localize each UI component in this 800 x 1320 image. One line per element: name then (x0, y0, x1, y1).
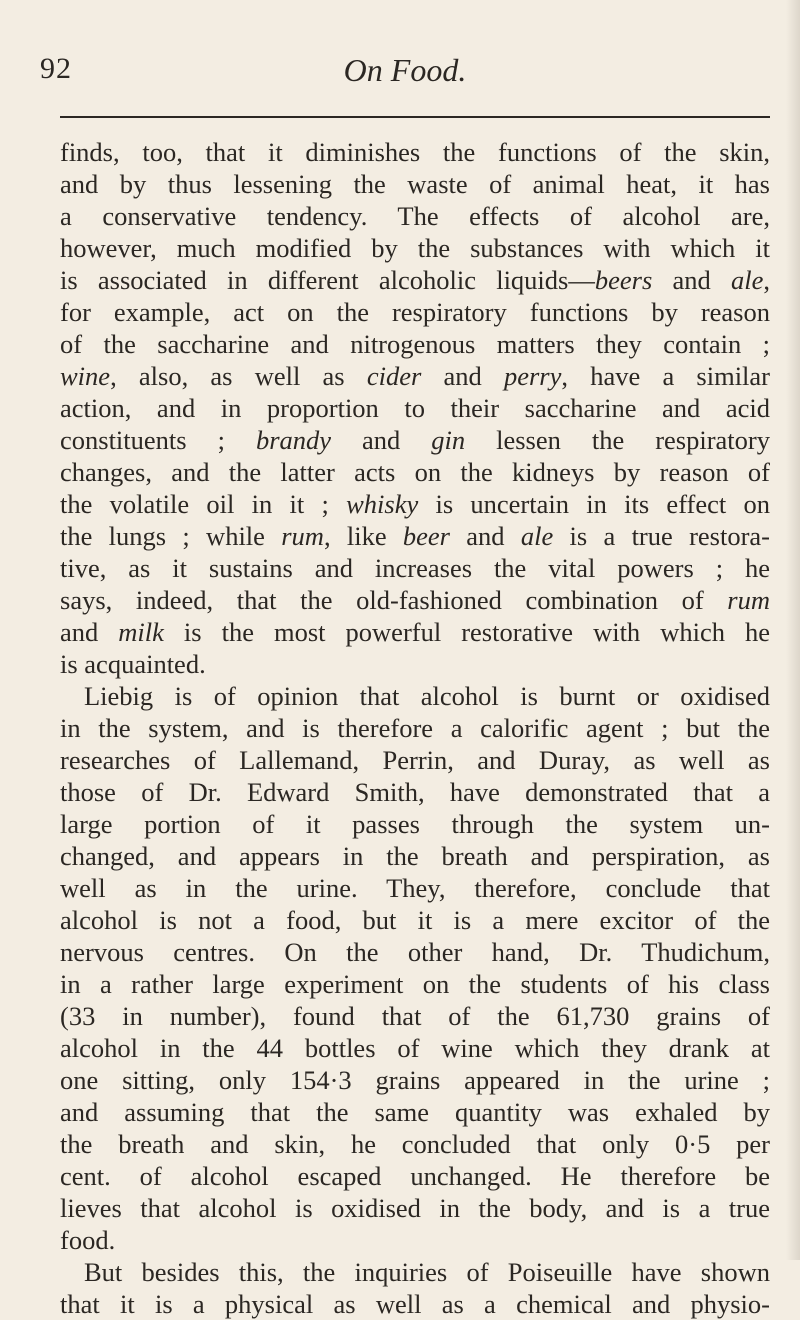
italic-term: gin (431, 425, 466, 455)
text-segment: is associated in different alcoholic liquids— (60, 265, 595, 295)
text-segment: , have a similar (561, 361, 771, 391)
text-line (60, 1032, 770, 1064)
italic-term: milk (118, 617, 164, 647)
italic-term: rum (281, 521, 324, 551)
text-segment: food. (60, 1225, 116, 1255)
italic-term: cider (366, 361, 422, 391)
text-segment: well as in the urine. They, therefore, conclude that (60, 873, 770, 903)
text-line (60, 808, 770, 840)
text-line (60, 1224, 770, 1256)
text-segment: and assuming that the same quantity was exhaled by (60, 1097, 770, 1127)
text-segment: action, and in proportion to their saccharine and acid (60, 393, 770, 423)
text-line (60, 264, 770, 296)
italic-term: whisky (346, 489, 419, 519)
text-segment: alcohol is not a food, but it is a mere excitor of the (60, 905, 770, 935)
italic-term: wine (60, 361, 111, 391)
text-segment: the lungs ; while (60, 521, 282, 551)
text-line (60, 776, 770, 808)
text-segment: is the most powerful restorative with which he (163, 617, 770, 647)
text-line (60, 456, 770, 488)
text-segment: changed, and appears in the breath and perspiration, as (60, 841, 770, 871)
text-segment: for example, act on the respiratory functions by reason (60, 297, 770, 327)
text-segment: changes, and the latter acts on the kidneys by reason of (60, 457, 770, 487)
italic-term: brandy (255, 425, 332, 455)
text-segment: alcohol in the 44 bottles of wine which they drank at (60, 1033, 770, 1063)
text-line (60, 840, 770, 872)
text-line (60, 936, 770, 968)
running-title: On Food. (343, 52, 467, 88)
text-line (60, 200, 770, 232)
text-segment: is a true restora- (553, 521, 770, 551)
text-line (60, 520, 770, 552)
text-line (60, 968, 770, 1000)
text-line (60, 424, 770, 456)
text-line (60, 712, 770, 744)
text-segment: and (652, 265, 731, 295)
text-segment: , also, as well as (110, 361, 367, 391)
text-segment: those of Dr. Edward Smith, have demonstrated that a (60, 777, 770, 807)
text-segment: constituents ; (60, 425, 256, 455)
italic-term: beers (594, 265, 653, 295)
text-segment: and (450, 521, 521, 551)
text-line (60, 328, 770, 360)
text-segment: and (421, 361, 504, 391)
italic-term: ale (731, 265, 764, 295)
text-line (60, 872, 770, 904)
text-segment: that it is a physical as well as a chemical and physio- (60, 1289, 770, 1319)
text-line (60, 584, 770, 616)
page-number: 92 (40, 52, 72, 85)
text-line (60, 1160, 770, 1192)
page-edge-shadow (786, 0, 800, 1260)
italic-term: rum (727, 585, 770, 615)
text-segment: , (763, 265, 770, 295)
italic-term: ale (520, 521, 554, 551)
text-segment: lieves that alcohol is oxidised in the body, and is a true (60, 1193, 770, 1223)
page-header (40, 52, 770, 92)
text-line (60, 488, 770, 520)
text-line (60, 1128, 770, 1160)
text-line (60, 680, 770, 712)
italic-term: beer (402, 521, 450, 551)
text-segment: tive, as it sustains and increases the vital powers ; he (60, 553, 770, 583)
text-line (60, 1064, 770, 1096)
text-segment: and (60, 617, 119, 647)
text-line (60, 616, 770, 648)
text-line (60, 1288, 770, 1320)
text-line (60, 392, 770, 424)
text-segment: one sitting, only 154·3 grains appeared in the urine ; (60, 1065, 770, 1095)
text-line (60, 1000, 770, 1032)
text-line (60, 168, 770, 200)
text-segment: in the system, and is therefore a calorific agent ; but the (60, 713, 770, 743)
text-line (60, 1192, 770, 1224)
text-segment: is uncertain in its effect on (418, 489, 771, 519)
text-segment: lessen the respiratory (465, 425, 770, 455)
text-line (60, 904, 770, 936)
text-segment: in a rather large experiment on the students of his class (60, 969, 770, 999)
text-line (60, 552, 770, 584)
text-segment: a conservative tendency. The effects of alcohol are, (60, 201, 770, 231)
text-line (60, 360, 770, 392)
text-segment: , like (323, 521, 403, 551)
text-segment: nervous centres. On the other hand, Dr. Thudichum, (60, 937, 770, 967)
text-segment: and (331, 425, 432, 455)
text-segment: the volatile oil in it ; (60, 489, 347, 519)
text-line (60, 296, 770, 328)
text-line (60, 648, 770, 680)
text-line (60, 232, 770, 264)
text-segment: and by thus lessening the waste of animal heat, it has (60, 169, 770, 199)
text-segment: cent. of alcohol escaped unchanged. He therefore be (60, 1161, 770, 1191)
text-segment: of the saccharine and nitrogenous matters they contain ; (60, 329, 770, 359)
text-segment: Liebig is of opinion that alcohol is burnt or oxidised (84, 681, 770, 711)
text-line (60, 1256, 770, 1288)
text-line (60, 136, 770, 168)
text-segment: is acquainted. (60, 649, 206, 679)
text-segment: (33 in number), found that of the 61,730 grains of (60, 1001, 770, 1031)
text-line (60, 1096, 770, 1128)
text-segment: however, much modified by the substances with which it (60, 233, 770, 263)
text-segment: large portion of it passes through the system un- (60, 809, 770, 839)
text-segment: the breath and skin, he concluded that only 0·5 per (60, 1129, 770, 1159)
text-segment: says, indeed, that the old-fashioned combination of (60, 585, 728, 615)
body-text (60, 136, 770, 1320)
text-segment: finds, too, that it diminishes the functions of the skin, (60, 137, 770, 167)
header-rule (60, 116, 770, 118)
text-segment: researches of Lallemand, Perrin, and Duray, as well as (60, 745, 770, 775)
italic-term: perry (503, 361, 562, 391)
text-line (60, 744, 770, 776)
text-segment: But besides this, the inquiries of Poiseuille have shown (84, 1257, 770, 1287)
